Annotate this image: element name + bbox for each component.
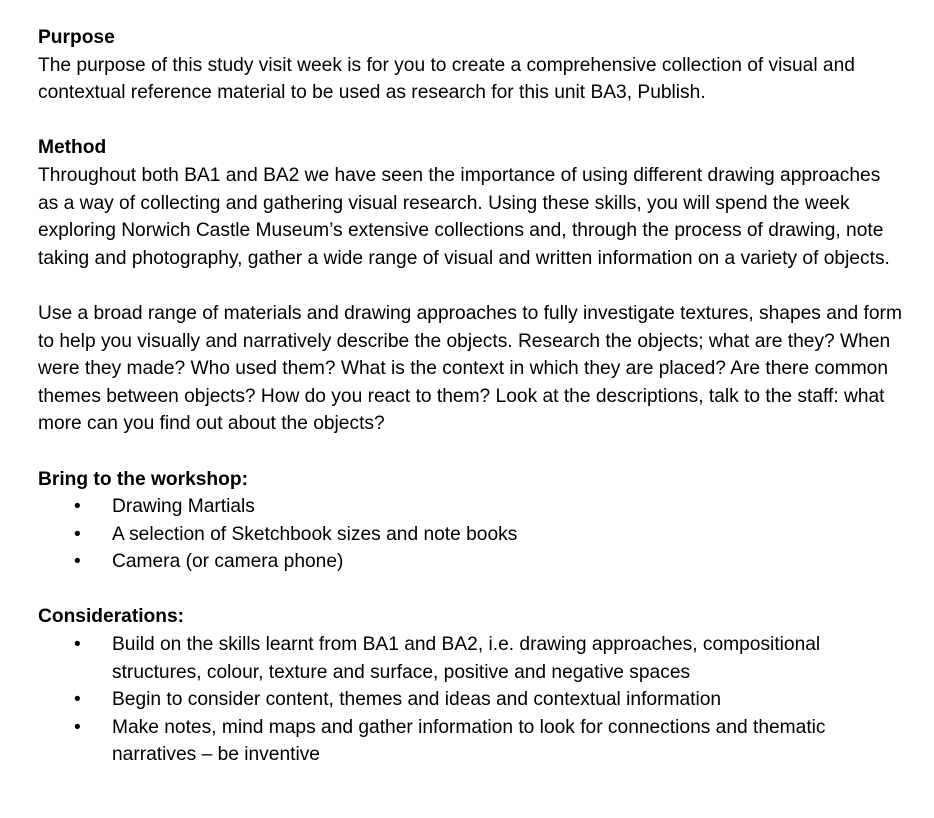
spacer xyxy=(38,576,918,604)
purpose-text: The purpose of this study visit week is for you to create a comprehensive collection of visual and contextual reference material to be used as research for this unit BA3, Publish. xyxy=(38,54,855,104)
list-item xyxy=(38,631,898,686)
purpose-heading: Purpose xyxy=(38,27,115,48)
list-item-text: A selection of Sketchbook sizes and note books xyxy=(112,523,518,545)
list-item xyxy=(38,548,918,576)
bullet-icon: • xyxy=(74,689,81,711)
bring-heading: Bring to the workshop: xyxy=(38,468,248,490)
method-paragraph-2: Use a broad range of materials and drawing approaches to fully investigate textures, shapes and form to help you visually and narratively describe the objects. Research the objects; what are they? When were they made? Who used them? What is the context in which they are placed? Are there common themes between objects? How do you react to them? Look at the descriptions, talk to the staff: what more can you find out about the objects? xyxy=(38,302,902,435)
list-item-text: Build on the skills learnt from BA1 and BA2, i.e. drawing approaches, compositional structures, colour, texture and surface, positive and negative spaces xyxy=(112,634,821,683)
method-paragraph-1: Throughout both BA1 and BA2 we have seen the importance of using different drawing approaches as a way of collecting and gathering visual research. Using these skills, you will spend the week exploring Norwich Castle Museum’s extensive collections and, through the process of drawing, note taking and photography, gather a wide range of visual and written information on a variety of objects. xyxy=(38,164,890,269)
list-item xyxy=(38,714,898,769)
list-item xyxy=(38,521,918,549)
bullet-icon: • xyxy=(74,634,81,656)
spacer xyxy=(38,107,918,135)
list-item xyxy=(38,686,898,714)
considerations-heading: Considerations: xyxy=(38,606,185,628)
method-section xyxy=(38,134,918,438)
method-heading: Method xyxy=(38,137,107,159)
list-item-text: Make notes, mind maps and gather information to look for connections and thematic narratives – be inventive xyxy=(112,716,826,766)
list-item xyxy=(38,493,918,521)
bring-section xyxy=(38,466,918,576)
bring-list xyxy=(38,493,918,576)
list-item-text: Camera (or camera phone) xyxy=(112,551,344,573)
bullet-icon: • xyxy=(74,551,81,573)
considerations-list xyxy=(38,631,898,769)
bullet-icon: • xyxy=(74,716,81,738)
spacer xyxy=(38,438,918,466)
list-item-text: Drawing Martials xyxy=(112,496,255,518)
list-item-text: Begin to consider content, themes and ideas and contextual information xyxy=(112,689,722,711)
bullet-icon: • xyxy=(74,496,81,518)
bullet-icon: • xyxy=(74,523,81,545)
spacer xyxy=(38,272,918,300)
considerations-section xyxy=(38,603,918,769)
purpose-section xyxy=(38,24,918,107)
document-page xyxy=(38,24,918,769)
